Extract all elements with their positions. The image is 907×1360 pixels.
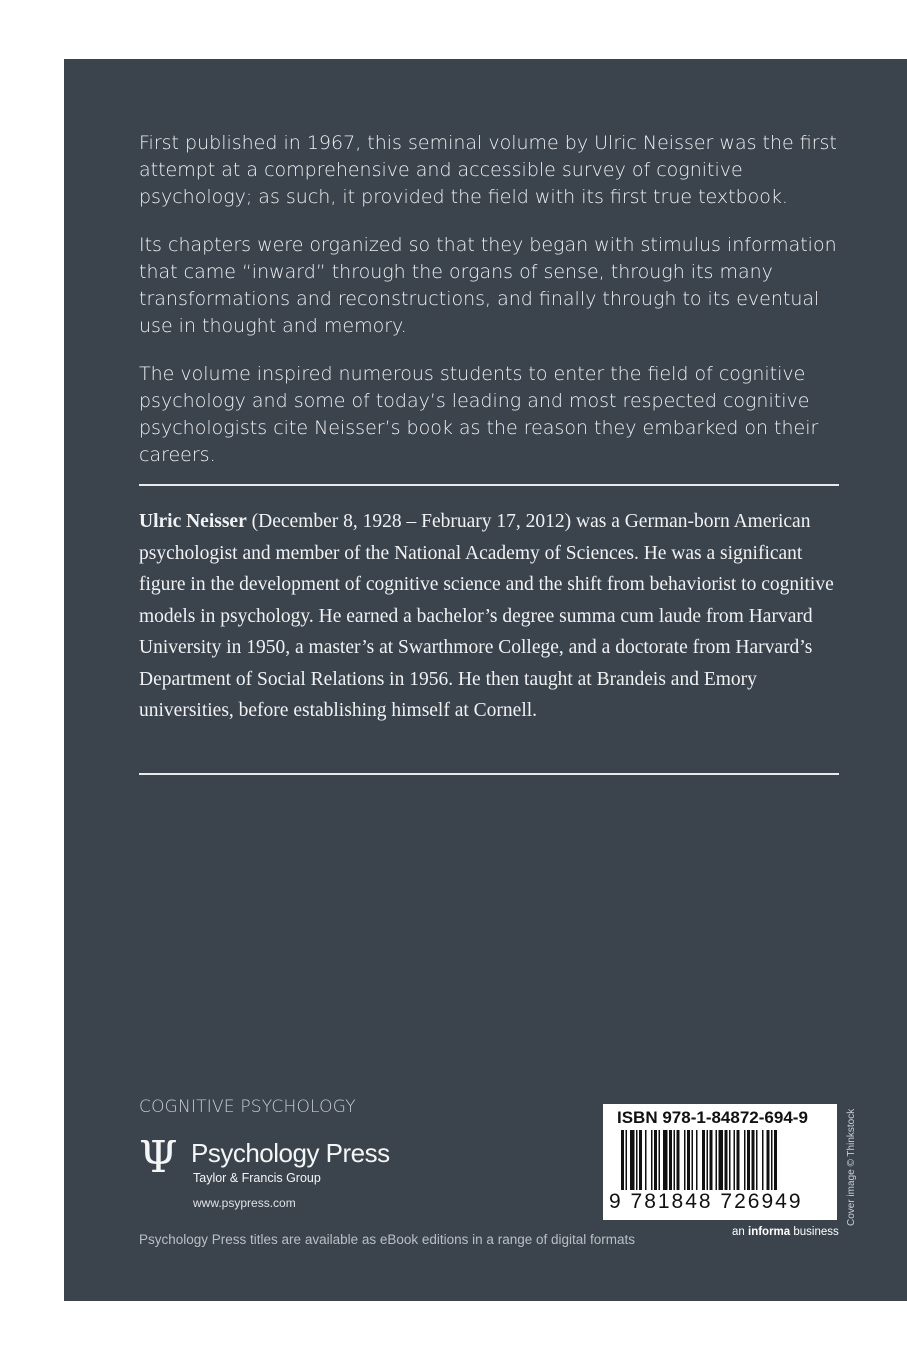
barcode-bar xyxy=(737,1130,740,1190)
barcode-bar xyxy=(636,1130,638,1190)
barcode-bar xyxy=(752,1130,755,1190)
ebook-note: Psychology Press titles are available as eBook editions in a range of digital formats xyxy=(139,1232,636,1247)
blurb xyxy=(139,130,849,490)
psi-logo-icon: Ψ xyxy=(139,1132,178,1183)
series-label: COGNITIVE PSYCHOLOGY xyxy=(139,1097,356,1117)
isbn-label: ISBN 978-1-84872-694-9 xyxy=(617,1108,808,1127)
barcode-bar xyxy=(696,1130,698,1190)
barcode-bar xyxy=(630,1130,635,1190)
publisher-group: Taylor & Francis Group xyxy=(193,1171,321,1185)
barcode-digits: 9 781848 726949 xyxy=(609,1190,803,1213)
blurb-paragraph-3: The volume inspired numerous students to enter the field of cognitive psychology and some of today’s leading and most respected cognitive psychologists cite Neisser’s book as the reason they embarked on their careers. xyxy=(139,363,819,466)
informa-suffix: business xyxy=(790,1226,839,1238)
barcode-bar xyxy=(774,1130,777,1190)
barcode-bar xyxy=(744,1130,746,1190)
informa-tagline xyxy=(732,1226,839,1238)
isbn-barcode xyxy=(603,1104,837,1220)
blurb-paragraph-1: First published in 1967, this seminal volume by Ulric Neisser was the first attempt at a comprehensive and accessible survey of cognitive psychology; as such, it provided the field with its first true textbook. xyxy=(139,132,837,208)
barcode-bar xyxy=(645,1130,647,1190)
barcode-bar xyxy=(651,1130,653,1190)
barcode-bar xyxy=(710,1130,713,1190)
divider-bottom xyxy=(139,773,839,775)
barcode-bar xyxy=(626,1130,628,1190)
barcode-bar xyxy=(677,1130,680,1190)
author-bio-text: (December 8, 1928 – February 17, 2012) was a German-born American psychologist and member of the National Academy of Sciences. He was a significant figure in the development of cognitive science and the shift from behaviorist to cognitive models in psychology. He earned a bachelor’s degree summa cum laude from Harvard University in 1950, a master’s at Swarthmore College, and a doctorate from Harvard’s Department of Social Relations in 1956. He then taught at Brandeis and Emory universities, before establishing himself at Cornell. xyxy=(139,511,834,721)
author-bio xyxy=(139,506,839,727)
barcode-bar xyxy=(756,1130,758,1190)
barcode-bar xyxy=(762,1130,764,1190)
barcode-bar xyxy=(707,1130,709,1190)
informa-prefix: an xyxy=(732,1226,748,1238)
author-name: Ulric Neisser xyxy=(139,511,247,532)
barcode-bar xyxy=(692,1130,694,1190)
barcode-bar xyxy=(729,1130,731,1190)
barcode-bar xyxy=(669,1130,672,1190)
informa-brand: informa xyxy=(748,1226,791,1238)
publisher-name: Psychology Press xyxy=(191,1138,390,1168)
divider-top xyxy=(139,484,839,486)
barcode-bar xyxy=(654,1130,657,1190)
barcode-bars-icon xyxy=(621,1130,819,1192)
barcode-bar xyxy=(684,1130,686,1190)
blurb-paragraph-2: Its chapters were organized so that they began with stimulus information that came “inward” through the organs of sense, through its many transformations and reconstructions, and finally through to its eventual use in thought and memory. xyxy=(139,234,837,337)
cover-credit-text: Cover image © Thinkstock xyxy=(846,1108,857,1226)
barcode-bar xyxy=(663,1130,668,1190)
barcode-bar xyxy=(639,1130,642,1190)
barcode-bar xyxy=(702,1130,705,1190)
publisher-url: www.psypress.com xyxy=(193,1196,296,1210)
barcode-bar xyxy=(725,1130,728,1190)
barcode-bar xyxy=(747,1130,750,1190)
barcode-bar xyxy=(767,1130,770,1190)
barcode-bar xyxy=(621,1130,624,1190)
barcode-bar xyxy=(659,1130,661,1190)
cover-credit xyxy=(842,1100,860,1230)
barcode-bar xyxy=(771,1130,773,1190)
barcode-bar xyxy=(734,1130,736,1190)
barcode-bar xyxy=(687,1130,690,1190)
barcode-bar xyxy=(716,1130,718,1190)
barcode-bar xyxy=(674,1130,676,1190)
barcode-bar xyxy=(719,1130,724,1190)
